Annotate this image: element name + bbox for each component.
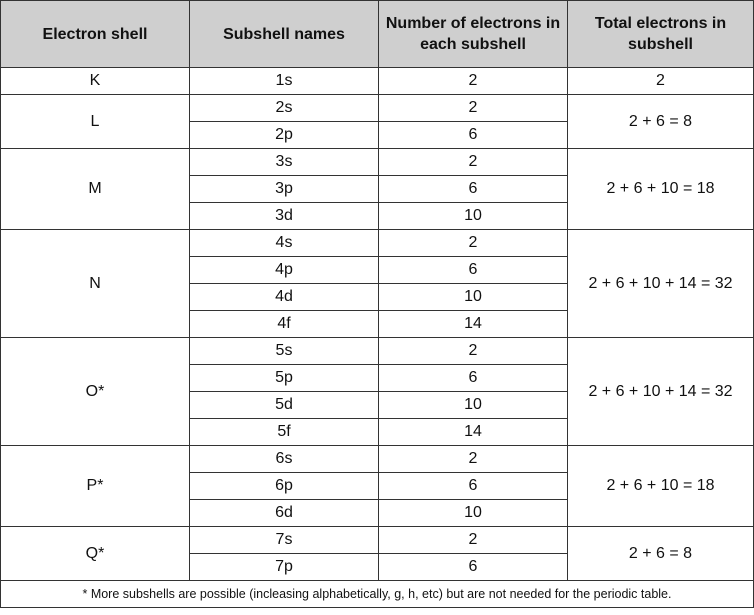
electron-count-cell: 10 xyxy=(379,284,568,311)
electron-count-cell: 6 xyxy=(379,122,568,149)
electron-count-cell: 2 xyxy=(379,230,568,257)
subshell-name-cell: 7s xyxy=(190,527,379,554)
total-electrons-cell: 2 + 6 + 10 + 14 = 32 xyxy=(568,338,754,446)
electron-count-cell: 2 xyxy=(379,95,568,122)
table-row xyxy=(1,527,754,554)
electron-count-cell: 2 xyxy=(379,527,568,554)
shell-name-cell: K xyxy=(1,68,190,95)
subshell-name-cell: 5d xyxy=(190,392,379,419)
subshell-name-cell: 6d xyxy=(190,500,379,527)
subshell-name-cell: 6p xyxy=(190,473,379,500)
table-row xyxy=(1,149,754,176)
subshell-name-cell: 1s xyxy=(190,68,379,95)
shell-name-cell: M xyxy=(1,149,190,230)
header-total-electrons: Total electrons in subshell xyxy=(568,1,754,68)
electron-count-cell: 6 xyxy=(379,257,568,284)
table-row xyxy=(1,230,754,257)
subshell-name-cell: 2s xyxy=(190,95,379,122)
total-electrons-cell: 2 + 6 + 10 = 18 xyxy=(568,149,754,230)
electron-count-cell: 14 xyxy=(379,419,568,446)
footnote-row xyxy=(1,581,754,608)
header-row xyxy=(1,1,754,68)
electron-count-cell: 2 xyxy=(379,338,568,365)
subshell-name-cell: 7p xyxy=(190,554,379,581)
header-electron-shell: Electron shell xyxy=(1,1,190,68)
shell-name-cell: L xyxy=(1,95,190,149)
subshell-name-cell: 5s xyxy=(190,338,379,365)
electron-count-cell: 6 xyxy=(379,176,568,203)
electron-count-cell: 10 xyxy=(379,392,568,419)
subshell-name-cell: 2p xyxy=(190,122,379,149)
electron-count-cell: 6 xyxy=(379,365,568,392)
table-footer xyxy=(1,581,754,608)
subshell-name-cell: 4d xyxy=(190,284,379,311)
shell-name-cell: O* xyxy=(1,338,190,446)
subshell-name-cell: 4f xyxy=(190,311,379,338)
shell-name-cell: P* xyxy=(1,446,190,527)
electron-count-cell: 10 xyxy=(379,203,568,230)
shell-name-cell: N xyxy=(1,230,190,338)
header-electrons-per-subshell: Number of electrons in each subshell xyxy=(379,1,568,68)
subshell-name-cell: 6s xyxy=(190,446,379,473)
electron-count-cell: 2 xyxy=(379,68,568,95)
table-header xyxy=(1,1,754,68)
electron-count-cell: 2 xyxy=(379,149,568,176)
electron-count-cell: 6 xyxy=(379,554,568,581)
subshell-name-cell: 3s xyxy=(190,149,379,176)
total-electrons-cell: 2 + 6 + 10 = 18 xyxy=(568,446,754,527)
total-electrons-cell: 2 + 6 = 8 xyxy=(568,95,754,149)
header-subshell-names: Subshell names xyxy=(190,1,379,68)
total-electrons-cell: 2 xyxy=(568,68,754,95)
subshell-name-cell: 3d xyxy=(190,203,379,230)
electron-count-cell: 2 xyxy=(379,446,568,473)
table-row xyxy=(1,338,754,365)
electron-count-cell: 6 xyxy=(379,473,568,500)
subshell-name-cell: 5p xyxy=(190,365,379,392)
table-row xyxy=(1,95,754,122)
subshell-name-cell: 3p xyxy=(190,176,379,203)
subshell-name-cell: 4p xyxy=(190,257,379,284)
subshell-name-cell: 4s xyxy=(190,230,379,257)
table-row xyxy=(1,68,754,95)
shell-name-cell: Q* xyxy=(1,527,190,581)
total-electrons-cell: 2 + 6 + 10 + 14 = 32 xyxy=(568,230,754,338)
table-body xyxy=(1,68,754,581)
total-electrons-cell: 2 + 6 = 8 xyxy=(568,527,754,581)
subshell-name-cell: 5f xyxy=(190,419,379,446)
footnote: * More subshells are possible (incleasing alphabetically, g, h, etc) but are not needed for the periodic table. xyxy=(1,581,754,608)
electron-count-cell: 14 xyxy=(379,311,568,338)
electron-count-cell: 10 xyxy=(379,500,568,527)
table-row xyxy=(1,446,754,473)
